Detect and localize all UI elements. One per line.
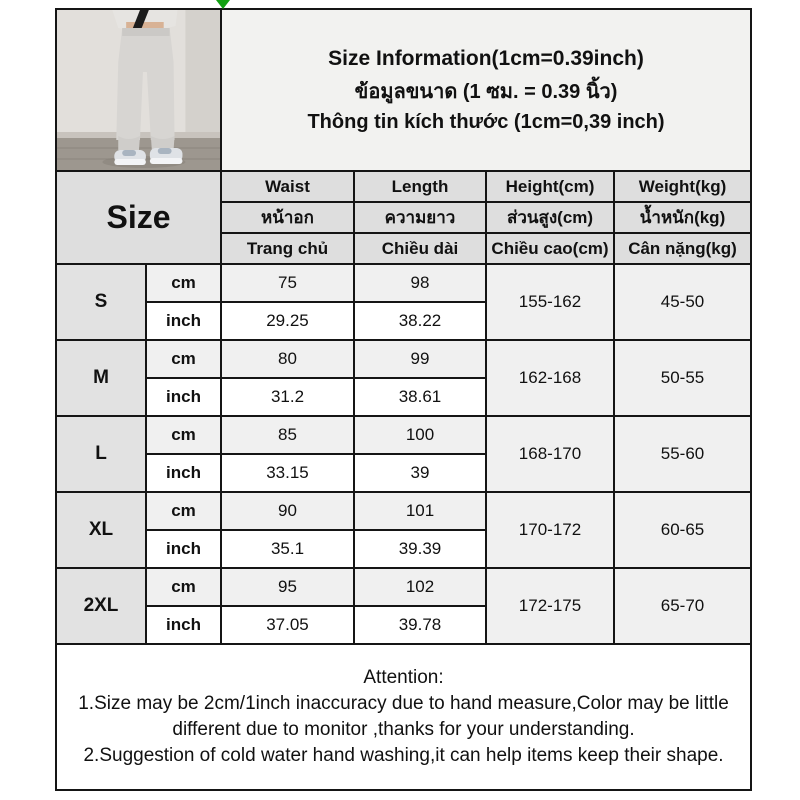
length-cm-value: 98	[354, 264, 486, 302]
length-cm-value: 99	[354, 340, 486, 378]
green-triangle-icon	[216, 0, 230, 9]
title-english: Size Information(1cm=0.39inch)	[328, 46, 644, 70]
table-row-l-cm	[56, 416, 751, 454]
title-thai: ข้อมูลขนาด (1 ซม. = 0.39 นิ้ว)	[354, 80, 618, 103]
height-range-value: 170-172	[486, 492, 614, 568]
col-header-length-vi: Chiều dài	[354, 233, 486, 264]
unit-label-cm: cm	[146, 264, 221, 302]
waist-inch-value: 33.15	[221, 454, 354, 492]
unit-label-cm: cm	[146, 492, 221, 530]
length-inch-value: 39.39	[354, 530, 486, 568]
length-inch-value: 39.78	[354, 606, 486, 644]
title-vietnamese: Thông tin kích thước (1cm=0,39 inch)	[307, 110, 665, 133]
waist-cm-value: 80	[221, 340, 354, 378]
length-inch-value: 38.22	[354, 302, 486, 340]
col-header-length-th: ความยาว	[354, 202, 486, 233]
waist-cm-value: 95	[221, 568, 354, 606]
header-row-english	[56, 171, 751, 202]
waist-inch-value: 31.2	[221, 378, 354, 416]
photo-title-row	[56, 9, 751, 171]
product-photo	[56, 9, 221, 171]
col-header-weight-th: น้ำหนัก(kg)	[614, 202, 751, 233]
length-cm-value: 102	[354, 568, 486, 606]
size-label-s: S	[56, 264, 146, 340]
col-header-waist-vi: Trang chủ	[221, 233, 354, 264]
product-photo-illustration	[57, 10, 220, 170]
length-cm-value: 100	[354, 416, 486, 454]
title-block	[222, 47, 750, 134]
col-header-height-th: ส่วนสูง(cm)	[486, 202, 614, 233]
weight-range-value: 60-65	[614, 492, 751, 568]
size-label-2xl: 2XL	[56, 568, 146, 644]
size-table	[55, 8, 752, 791]
waist-cm-value: 85	[221, 416, 354, 454]
waist-inch-value: 37.05	[221, 606, 354, 644]
length-inch-value: 38.61	[354, 378, 486, 416]
table-row-s-cm	[56, 264, 751, 302]
height-range-value: 168-170	[486, 416, 614, 492]
attention-line-1: 1.Size may be 2cm/1inch inaccuracy due to hand measure,Color may be little different due to monitor ,thanks for your understanding.	[78, 693, 729, 740]
unit-label-inch: inch	[146, 454, 221, 492]
length-cm-value: 101	[354, 492, 486, 530]
table-row-m-cm	[56, 340, 751, 378]
table-row-2xl-cm	[56, 568, 751, 606]
col-header-waist-en: Waist	[221, 171, 354, 202]
length-inch-value: 39	[354, 454, 486, 492]
col-header-length-en: Length	[354, 171, 486, 202]
col-header-height-en: Height(cm)	[486, 171, 614, 202]
attention-heading: Attention:	[363, 667, 444, 688]
title-cell	[221, 9, 751, 171]
size-label-xl: XL	[56, 492, 146, 568]
waist-inch-value: 35.1	[221, 530, 354, 568]
weight-range-value: 65-70	[614, 568, 751, 644]
weight-range-value: 50-55	[614, 340, 751, 416]
waist-cm-value: 90	[221, 492, 354, 530]
size-label-l: L	[56, 416, 146, 492]
unit-label-inch: inch	[146, 302, 221, 340]
unit-label-cm: cm	[146, 568, 221, 606]
size-label-m: M	[56, 340, 146, 416]
height-range-value: 172-175	[486, 568, 614, 644]
unit-label-inch: inch	[146, 530, 221, 568]
attention-note	[56, 644, 751, 790]
col-header-weight-en: Weight(kg)	[614, 171, 751, 202]
attention-line-2: 2.Suggestion of cold water hand washing,it can help items keep their shape.	[83, 745, 724, 766]
attention-row	[56, 644, 751, 790]
height-range-value: 155-162	[486, 264, 614, 340]
waist-inch-value: 29.25	[221, 302, 354, 340]
table-row-xl-cm	[56, 492, 751, 530]
unit-label-cm: cm	[146, 416, 221, 454]
col-header-waist-th: หน้าอก	[221, 202, 354, 233]
height-range-value: 162-168	[486, 340, 614, 416]
col-header-height-vi: Chiều cao(cm)	[486, 233, 614, 264]
unit-label-cm: cm	[146, 340, 221, 378]
size-header-cell: Size	[56, 171, 221, 264]
weight-range-value: 55-60	[614, 416, 751, 492]
col-header-weight-vi: Cân nặng(kg)	[614, 233, 751, 264]
size-chart-sheet	[55, 8, 752, 791]
unit-label-inch: inch	[146, 606, 221, 644]
unit-label-inch: inch	[146, 378, 221, 416]
waist-cm-value: 75	[221, 264, 354, 302]
weight-range-value: 45-50	[614, 264, 751, 340]
